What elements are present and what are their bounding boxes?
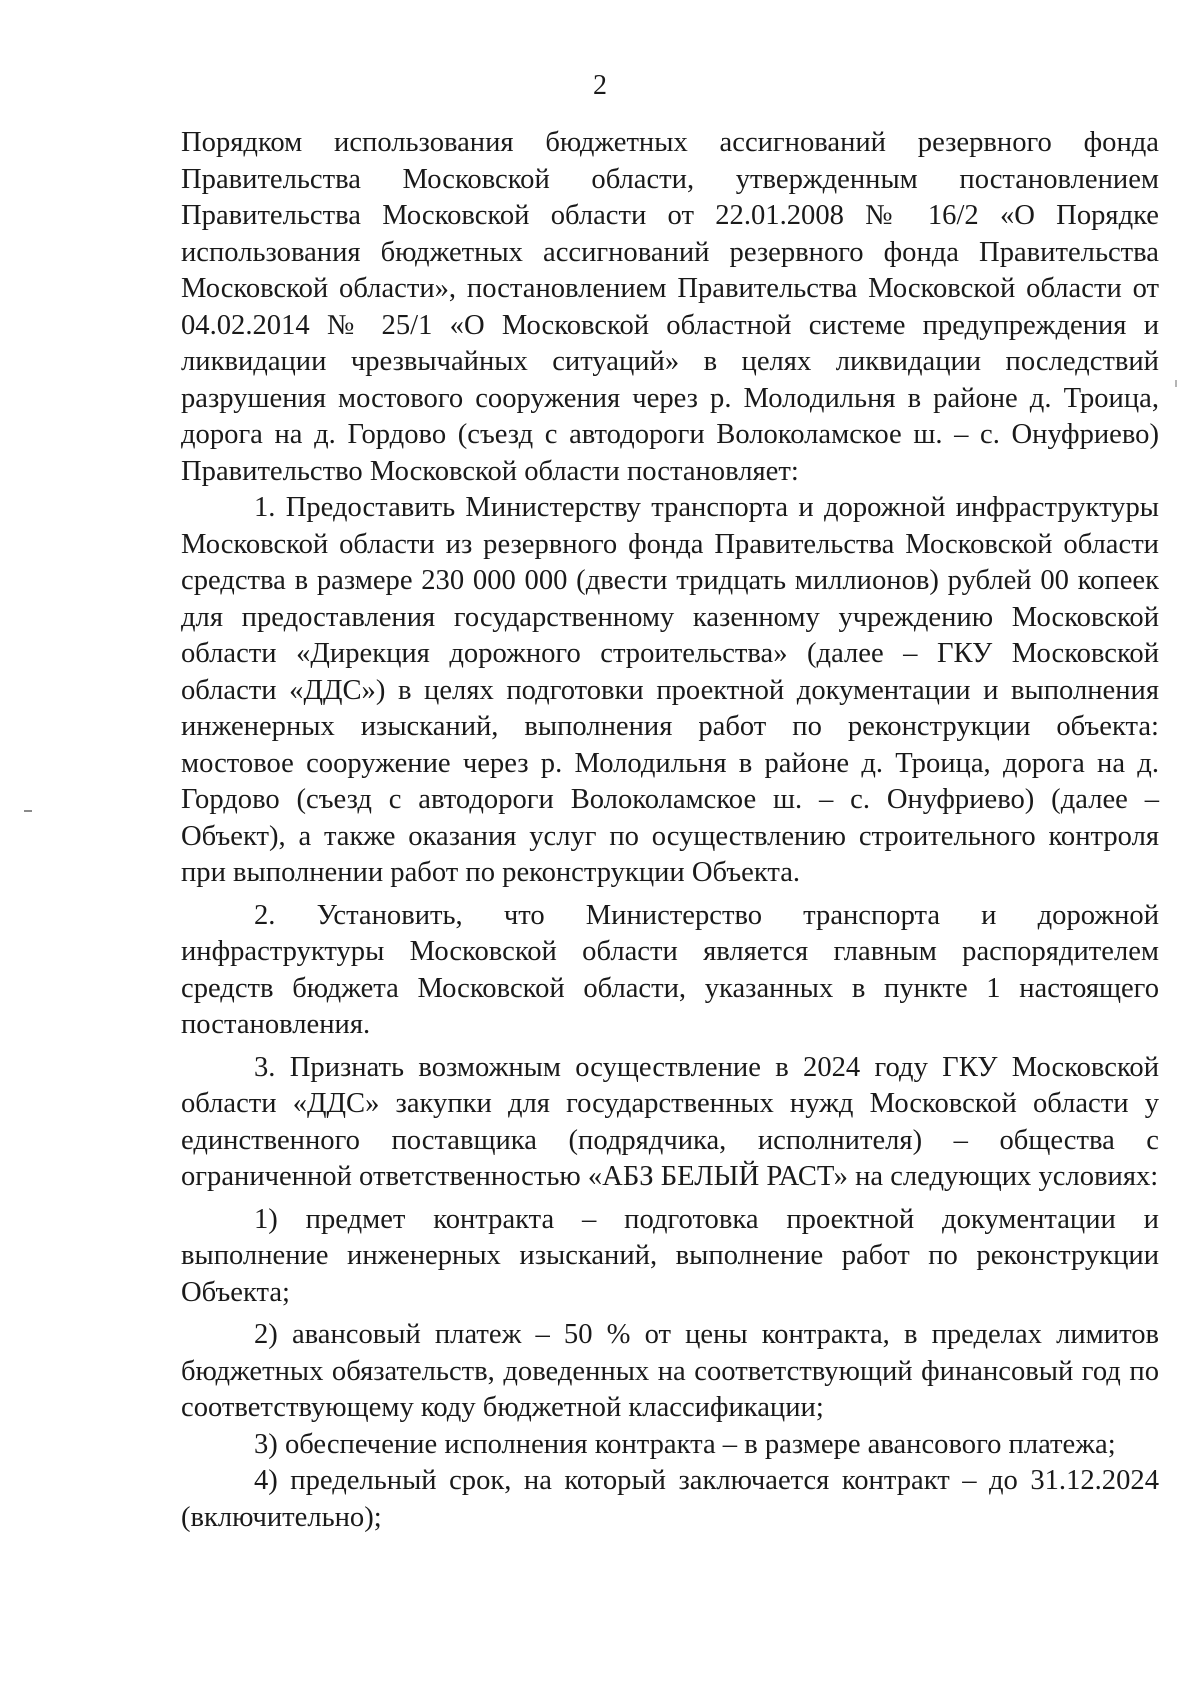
subitem-4: 4) предельный срок, на который заключается контракт – до 31.12.2024 (включительно); — [181, 1465, 1159, 1533]
scan-artifact-right — [1175, 380, 1177, 387]
paragraph-2: 2. Установить, что Министерство транспорта и дорожной инфраструктуры Московской области является главным распорядителем средств бюджета Московской области, указанных в пункте 1 настоящего постановления. — [181, 899, 1159, 1040]
page-number: 2 — [593, 70, 607, 101]
scan-artifact-left — [24, 810, 32, 812]
paragraph-3: 3. Признать возможным осуществление в 2024 году ГКУ Московской области «ДДС» закупки для государственных нужд Московской области у единственного поставщика (подрядчика, исполнителя) – общества с ограниченной ответственностью «АБЗ БЕЛЫЙ РАСТ» на следующих условиях: — [181, 1051, 1159, 1192]
subitem-3: 3) обеспечение исполнения контракта – в размере авансового платежа; — [254, 1428, 1116, 1460]
subitem-1: 1) предмет контракта – подготовка проектной документации и выполнение инженерных изысканий, выполнение работ по реконструкции Объекта; — [181, 1203, 1159, 1308]
intro-paragraph: Порядком использования бюджетных ассигнований резервного фонда Правительства Московской области, утвержденным постановлением Правительства Московской области от 22.01.2008 № 16/2 «О Порядке использования бюджетных ассигнований резервного фонда Правительства Московской области», постановлением Правительства Московской области от 04.02.2014 № 25/1 «О Московской областной системе предупреждения и ликвидации чрезвычайных ситуаций» в целях ликвидации последствий разрушения мостового сооружения через р. Молодильня в районе д. Троица, дорога на д. Гордово (съезд с автодороги Волоколамское ш. – с. Онуфриево) Правительство Московской области постановляет: — [181, 127, 1159, 487]
document-body — [181, 125, 1159, 1536]
subitem-2: 2) авансовый платеж – 50 % от цены контракта, в пределах лимитов бюджетных обязательств, доведенных на соответствующий финансовый год по соответствующему коду бюджетной классификации; — [181, 1319, 1159, 1423]
paragraph-1: 1. Предоставить Министерству транспорта и дорожной инфраструктуры Московской области из резервного фонда Правительства Московской области средства в размере 230 000 000 (двести тридцать миллионов) рублей 00 копеек для предоставления государственному казенному учреждению Московской области «Дирекция дорожного строительства» (далее – ГКУ Московской области «ДДС») в целях подготовки проектной документации и выполнения инженерных изысканий, выполнения работ по реконструкции объекта: мостовое сооружение через р. Молодильня в районе д. Троица, дорога на д. Гордово (съезд с автодороги Волоколамское ш. – с. Онуфриево) (далее – Объект), а также оказания услуг по осуществлению строительного контроля при выполнении работ по реконструкции Объекта. — [181, 492, 1159, 888]
